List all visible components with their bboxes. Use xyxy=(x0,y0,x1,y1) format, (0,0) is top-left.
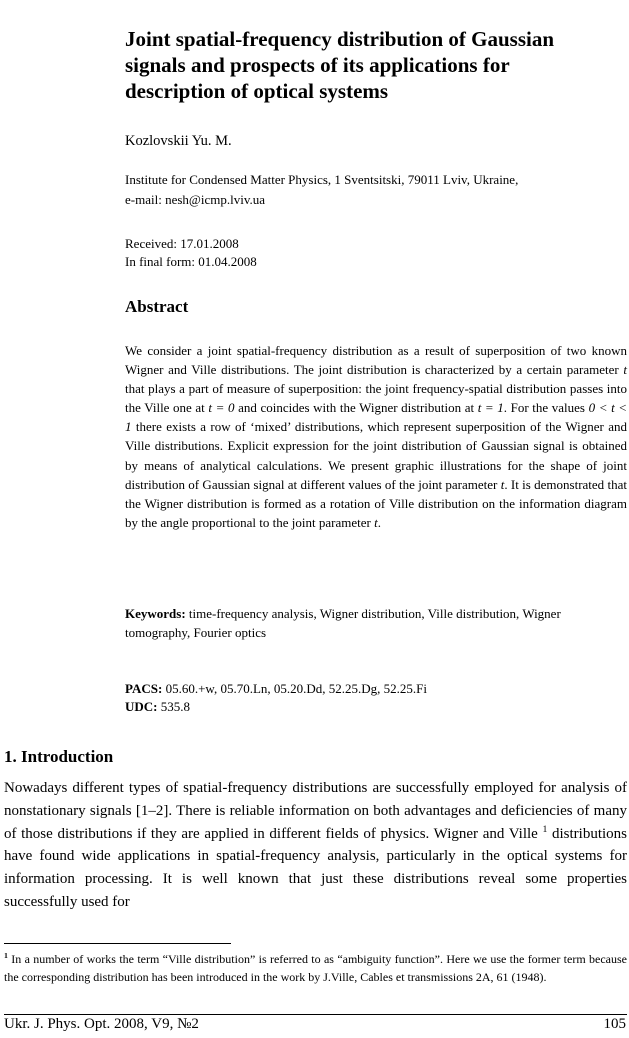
abstract-part-4: . For the values xyxy=(503,400,585,416)
udc-line xyxy=(125,698,427,716)
received-date: Received: 17.01.2008 xyxy=(125,236,239,251)
page-number: 105 xyxy=(603,1016,626,1032)
intro-part-a: Nowadays different types of spatial-frequency distributions are successfully employed for analysis of nonstationary signals [1–2]. There is reliable information on both advantages and deficiencies of many of those distributions if they are applied in different fields of physics. Wigner and Ville xyxy=(4,780,627,842)
keywords-text: time-frequency analysis, Wigner distribution, Ville distribution, Wigner tomography, Fourier optics xyxy=(125,606,561,640)
intro-part-b: distributions have found wide applications in spatial-frequency analysis, particularly in the optical systems for information processing. It is well known that just these distributions reveal some properties successfully used for xyxy=(4,825,628,910)
section-heading-introduction: 1. Introduction xyxy=(4,747,114,766)
keywords xyxy=(125,604,627,642)
pacs-label: PACS: xyxy=(125,681,163,696)
abstract-var-t: t xyxy=(623,362,627,378)
abstract-var-t-2: t xyxy=(500,476,505,492)
abstract-part-5: there exists a row of ‘mixed’ distributions, which represent superposition of the Wigner and Ville distributions. Explicit expression for the joint distribution of Gaussian signal is obtained by means of analytical calculations. We present graphic illustrations for the shape of joint distribution of Gaussian signal at different values of the joint parameter xyxy=(125,419,627,492)
abstract-part-1: We consider a joint spatial-frequency distribution as a result of superposition of two known Wigner and Ville distributions. The joint distribution is characterized by a certain parameter xyxy=(125,343,627,378)
affiliation: Institute for Condensed Matter Physics, 1 Sventsitski, 79011 Lviv, Ukraine, xyxy=(125,172,519,187)
udc-code: 535.8 xyxy=(160,699,190,714)
email: e-mail: nesh@icmp.lviv.ua xyxy=(125,192,266,207)
abstract-t-range: 0 < t < 1 xyxy=(125,400,628,435)
abstract-text xyxy=(125,341,627,532)
footnote-number: 1 xyxy=(4,951,8,960)
abstract-t-one: t = 1 xyxy=(477,400,504,416)
pacs-codes: 05.60.+w, 05.70.Ln, 05.20.Dd, 52.25.Dg, 52.25.Fi xyxy=(165,681,427,696)
final-form-date: In final form: 01.04.2008 xyxy=(125,254,257,269)
footnote xyxy=(4,951,627,986)
abstract-var-t-3: t xyxy=(374,514,378,530)
footnote-text: In a number of works the term “Ville distribution” is referred to as “ambiguity function”. Here we use the former term because the corresponding distribution has been introduced in the work by J.Ville, Cables et transmissions 2A, 61 (1948). xyxy=(4,952,628,984)
introduction-text xyxy=(4,777,627,914)
affiliation-block xyxy=(125,170,605,210)
footnote-divider xyxy=(4,943,231,944)
dates-block xyxy=(125,235,257,271)
footnote-ref[interactable]: 1 xyxy=(542,823,548,835)
udc-label: UDC: xyxy=(125,699,158,714)
pacs-line xyxy=(125,680,427,698)
abstract-part-2: that plays a part of measure of superposition: the joint frequency-spatial distribution passes into the Ville one at xyxy=(125,381,627,416)
keywords-label: Keywords: xyxy=(125,606,186,621)
paper-title: Joint spatial-frequency distribution of Gaussian signals and prospects of its applications for description of optical systems xyxy=(125,27,555,103)
journal-citation: Ukr. J. Phys. Opt. 2008, V9, №2 xyxy=(4,1016,199,1032)
footer-divider xyxy=(4,1014,627,1015)
abstract-part-6: . It is demonstrated that the Wigner distribution is formed as a rotation of Ville distribution on the information diagram by the angle proportional to the joint parameter xyxy=(125,476,628,530)
abstract-t-zero: t = 0 xyxy=(208,400,235,416)
abstract-part-7: . xyxy=(377,514,381,530)
abstract-part-3: and coincides with the Wigner distribution at xyxy=(238,400,475,416)
classification-block xyxy=(125,680,427,716)
author: Kozlovskii Yu. M. xyxy=(125,133,232,149)
abstract-heading: Abstract xyxy=(125,297,189,316)
